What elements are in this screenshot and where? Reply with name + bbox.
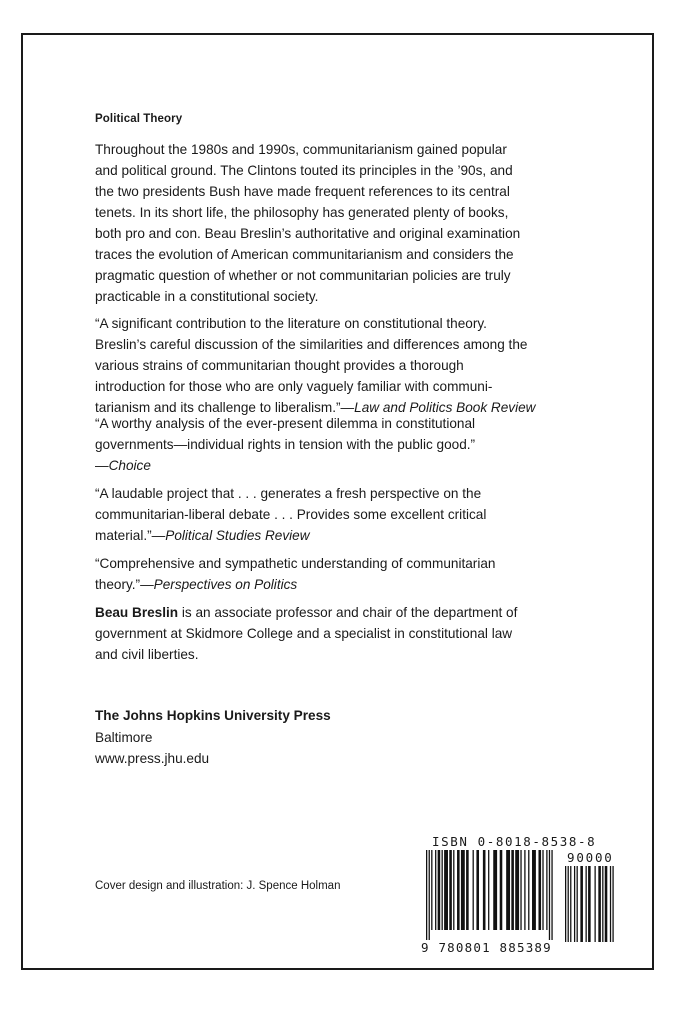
review-line: “A worthy analysis of the ever-present dilemma in constitutional [95,416,476,431]
review-line: communitarian-liberal debate . . . Provides some excellent critical [95,507,487,522]
price-addon-number: 90000 [567,850,614,865]
barcode-bar [476,850,479,930]
description-line: both pro and con. Beau Breslin’s authoritative and original examination [95,226,521,241]
barcode-bar [532,850,536,930]
publisher-url: www.press.jhu.edu [95,751,210,766]
barcode-bar [542,850,543,930]
barcode-bar [546,850,547,930]
barcode-bar [506,850,510,930]
review-source: Choice [108,458,151,473]
barcode-bar [515,850,519,930]
cover-credit: Cover design and illustration: J. Spence Holman [95,880,341,892]
author-bio-line: government at Skidmore College and a specialist in constitutional law [95,626,513,641]
description-line: the two presidents Bush have made frequent references to its central [95,184,510,199]
barcode-bar [565,866,566,942]
barcode-bar [461,850,465,930]
review-source: Perspectives on Politics [153,577,298,592]
barcode-bar [493,850,497,930]
category-label: Political Theory [95,113,183,125]
review-line-text: — [95,458,109,473]
review-line: introduction for those who are only vaguely familiar with communi- [95,379,493,394]
description-line: and political ground. The Clintons touted its principles in the ’90s, and [95,163,513,178]
review-last-line [95,525,575,546]
barcode-bar [574,866,575,942]
barcode-bar [551,850,552,940]
barcode-bar [577,866,578,942]
author-bio-line: and civil liberties. [95,647,199,662]
barcode-bar [605,866,608,942]
review-quote [95,553,575,595]
barcode-bar [570,866,571,942]
barcode-bar [602,866,603,942]
barcode-bar [598,866,601,942]
review-line-text: theory.”— [95,577,154,592]
barcode-bar [580,866,583,942]
barcode-bar [511,850,514,930]
barcode-bar [610,866,611,942]
barcode-bar [453,850,454,930]
ean-barcode [424,850,556,940]
barcode-bar [588,866,591,942]
barcode-bar [426,850,427,940]
review-line: “A significant contribution to the literature on constitutional theory. [95,316,487,331]
review-quote [95,313,575,418]
description-paragraph [95,139,575,307]
barcode-bar [438,850,441,930]
ean-number: 9 780801 885389 [421,940,552,955]
review-quote [95,483,575,546]
review-line: Breslin’s careful discussion of the similarities and differences among the [95,337,528,352]
review-last-line [95,455,575,476]
barcode-bar [612,866,613,942]
barcode-bar [488,850,489,930]
barcode-bar [524,850,525,930]
barcode-bar [528,850,529,930]
barcode-bar [586,866,587,942]
barcode-bar [429,850,430,940]
barcode-bar [538,850,541,930]
publisher-block [95,705,331,770]
barcode-bar [549,850,550,940]
barcode-bar [444,850,448,930]
review-line: various strains of communitarian thought provides a thorough [95,358,464,373]
author-bio-line [95,602,575,623]
review-last-line [95,574,575,595]
publisher-name: The Johns Hopkins University Press [95,708,331,723]
review-line-text: material.”— [95,528,166,543]
review-line-text: tarianism and its challenge to liberalism.”— [95,400,355,415]
description-line: traces the evolution of American communitarianism and considers the [95,247,514,262]
description-line: practicable in a constitutional society. [95,289,319,304]
description-line: Throughout the 1980s and 1990s, communitarianism gained popular [95,142,507,157]
description-line: tenets. In its short life, the philosophy has generated plenty of books, [95,205,509,220]
barcode-bar [449,850,452,930]
barcode-bar [520,850,521,930]
review-line: governments—individual rights in tension with the public good.” [95,437,476,452]
review-line: “A laudable project that . . . generates a fresh perspective on the [95,486,482,501]
barcode-bar [457,850,460,930]
barcode-bar [466,850,469,930]
author-bio [95,602,575,665]
price-addon-barcode [563,866,617,952]
review-source: Law and Politics Book Review [354,400,536,415]
review-quote [95,413,575,476]
publisher-city: Baltimore [95,729,153,745]
barcode-bar [568,866,569,942]
isbn-number: ISBN 0-8018-8538-8 [432,834,597,849]
barcode-bar [473,850,474,930]
barcode-bar [431,850,432,930]
barcode-bar [483,850,486,930]
author-name: Beau Breslin [95,605,179,620]
description-line: pragmatic question of whether or not communitarian policies are truly [95,268,511,283]
barcode-bar [435,850,436,930]
barcode-bar [594,866,595,942]
barcode-bar [500,850,503,930]
review-line: “Comprehensive and sympathetic understanding of communitarian [95,556,496,571]
barcode-bar [442,850,443,930]
review-source: Political Studies Review [165,528,310,543]
author-bio-text: is an associate professor and chair of the department of [178,605,518,620]
